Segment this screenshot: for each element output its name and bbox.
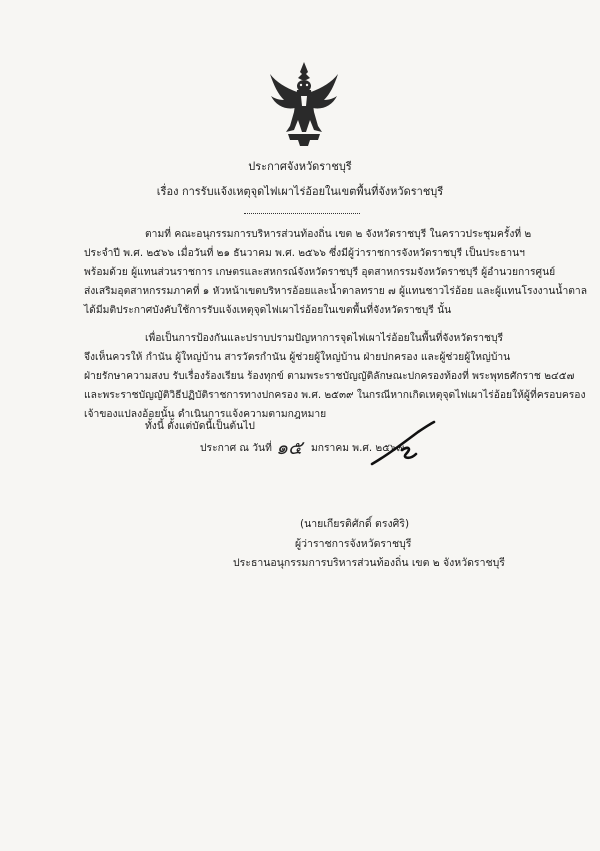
signatory-position: ผู้ว่าราชการจังหวัดราชบุรี — [295, 538, 412, 550]
paragraph-1-line: พร้อมด้วย ผู้แทนส่วนราชการ เกษตรและสหกรณ์จังหวัดราชบุรี อุตสาหกรรมจังหวัดราชบุรี ผู้อำนวยการศูนย์ — [84, 266, 556, 278]
paragraph-2-line: เพื่อเป็นการป้องกันและปราบปรามปัญหาการจุดไฟเผาไร่อ้อยในพื้นที่จังหวัดราชบุรี — [145, 332, 504, 344]
paragraph-2-line: จึงเห็นควรให้ กำนัน ผู้ใหญ่บ้าน สารวัตรกำนัน ผู้ช่วยผู้ใหญ่บ้าน ฝ่ายปกครอง และผู้ช่วยผู้ใหญ่บ้าน — [84, 351, 511, 363]
closing-statement: ทั้งนี้ ตั้งแต่บัดนี้เป็นต้นไป — [145, 420, 255, 432]
paragraph-2-line: และพระราชบัญญัติวิธีปฏิบัติราชการทางปกครอง พ.ศ. ๒๕๓๙ ในกรณีหากเกิดเหตุจุดไฟเผาไร่อ้อยให้ผู้ที่ครอบครอง — [84, 389, 586, 401]
paragraph-2-line: เจ้าของแปลงอ้อยนั้น ดำเนินการแจ้งความตามกฎหมาย — [84, 408, 327, 420]
garuda-emblem-icon — [268, 60, 340, 146]
paragraph-1-line: ตามที่ คณะอนุกรรมการบริหารส่วนท้องถิ่น เขต ๒ จังหวัดราชบุรี ในคราวประชุมครั้งที่ ๒ — [145, 228, 532, 240]
signatory-role: ประธานอนุกรรมการบริหารส่วนท้องถิ่น เขต ๒ จังหวัดราชบุรี — [233, 557, 505, 569]
paragraph-2-line: ฝ่ายรักษาความสงบ รับเรื่องร้องเรียน ร้องทุกข์ ตามพระราชบัญญัติลักษณะปกครองท้องที่ พระพุทธศักราช ๒๔๕๗ — [84, 370, 575, 382]
date-prefix: ประกาศ ณ วันที่ — [200, 442, 272, 454]
document-subject: เรื่อง การรับแจ้งเหตุจุดไฟเผาไร่อ้อยในเขตพื้นที่จังหวัดราชบุรี — [156, 185, 444, 198]
signatory-name: (นายเกียรติศักดิ์ ตรงศิริ) — [300, 518, 410, 530]
paragraph-1-line: ส่งเสริมอุตสาหกรรมภาคที่ ๑ หัวหน้าเขตบริหารอ้อยและน้ำตาลทราย ๗ ผู้แทนชาวไร่อ้อย และผู้แทนโรงงานน้ำตาล — [84, 285, 588, 297]
handwritten-signature-icon — [368, 420, 438, 468]
paragraph-1-line: ได้มีมติประกาศบังคับใช้การรับแจ้งเหตุจุดไฟเผาไร่อ้อยในเขตพื้นที่จังหวัดราชบุรี นั้น — [84, 304, 452, 316]
divider-dotted — [244, 213, 360, 214]
handwritten-date-day: ๑๕ — [276, 437, 303, 459]
document-title: ประกาศจังหวัดราชบุรี — [248, 160, 352, 173]
paragraph-1-line: ประจำปี พ.ศ. ๒๕๖๖ เมื่อวันที่ ๒๑ ธันวาคม พ.ศ. ๒๕๖๖ ซึ่งมีผู้ว่าราชการจังหวัดราชบุรี เป็นประธานฯ — [84, 247, 525, 259]
date-suffix: มกราคม พ.ศ. ๒๕๖๗ — [311, 442, 405, 454]
